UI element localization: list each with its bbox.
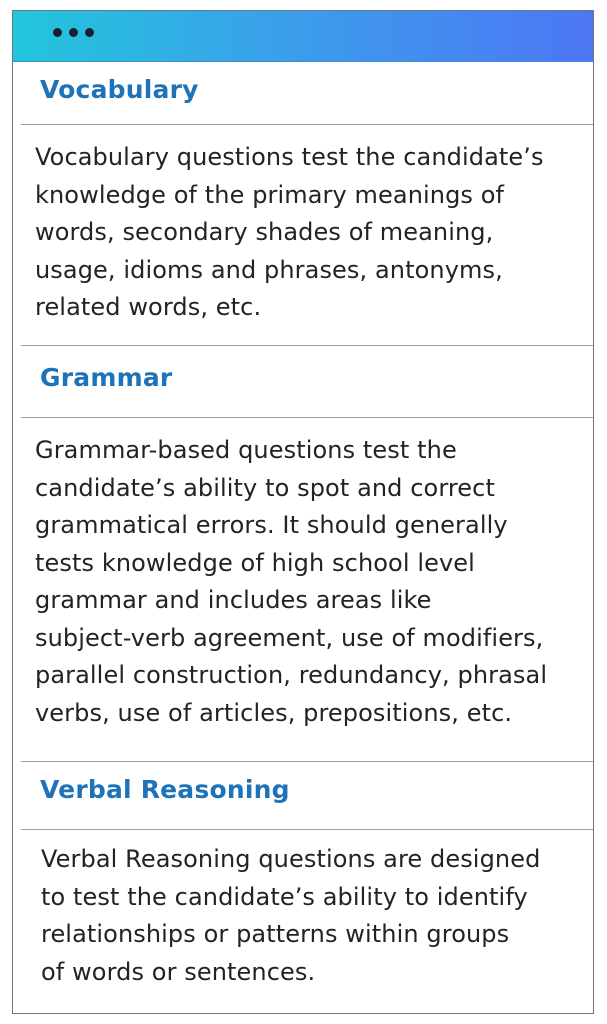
section-title-verbal-reasoning: Verbal Reasoning: [40, 775, 290, 804]
section-text-grammar: Grammar-based questions test the candidate’s ability to spot and correct grammatical errors. It should generally tests knowledge of high school level grammar and includes areas like subject-verb agreement, use of modifiers, parallel construction, redundancy, phrasal verbs, use of articles, prepositions, etc.: [35, 436, 548, 727]
dot-icon: [85, 28, 94, 37]
section-text-verbal-reasoning: Verbal Reasoning questions are designed to test the candidate’s ability to identify relationships or patterns within groups of words or sentences.: [41, 845, 541, 986]
divider: [21, 124, 593, 125]
section-text-vocabulary: Vocabulary questions test the candidate’s knowledge of the primary meanings of words, secondary shades of meaning, usage, idioms and phrases, antonyms, related words, etc.: [35, 143, 544, 321]
section-title-grammar: Grammar: [40, 363, 173, 392]
three-dots-icon[interactable]: [53, 28, 94, 37]
divider: [21, 345, 593, 346]
dot-icon: [53, 28, 62, 37]
divider: [21, 829, 593, 830]
divider: [21, 761, 593, 762]
divider: [21, 417, 593, 418]
section-title-vocabulary: Vocabulary: [40, 75, 199, 104]
window-titlebar: [13, 11, 593, 62]
content-window: [12, 10, 594, 1014]
dot-icon: [69, 28, 78, 37]
